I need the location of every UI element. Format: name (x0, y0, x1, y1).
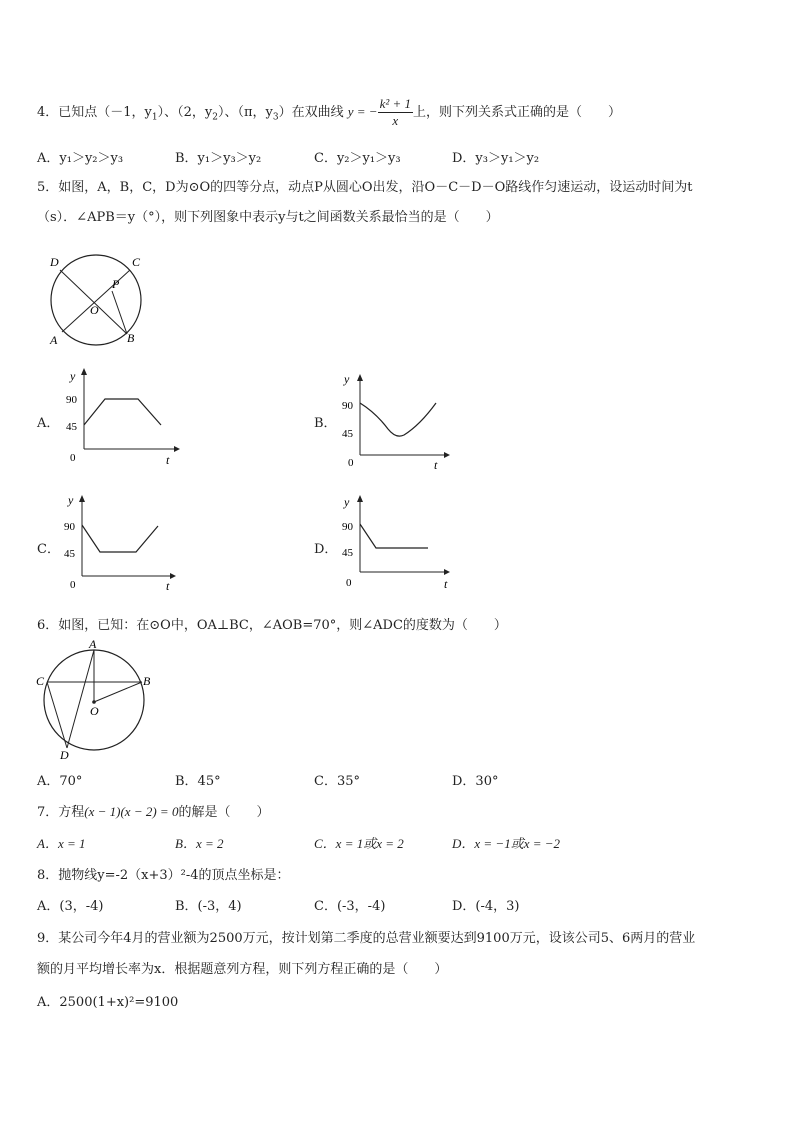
q5-graph-a (62, 365, 182, 470)
q9-option-a: A．2500(1+x)²=9100 (37, 995, 179, 1010)
q4-equation: y = − (347, 104, 378, 119)
label-b: B (127, 331, 135, 345)
y-axis-arrow (79, 495, 85, 502)
q6-circle-figure (34, 637, 164, 762)
graph-curve (84, 399, 161, 425)
segment-cd (47, 682, 67, 748)
q5-stem-line2: （s）．∠APB＝y（°），则下列图象中表示y与t之间函数关系最恰当的是（ ） (37, 210, 499, 225)
origin-label: 0 (348, 457, 354, 469)
q5-option-b-label: B． (314, 416, 337, 431)
segment-pb (112, 291, 127, 334)
q7-stem (37, 801, 269, 820)
tick-45: 45 (66, 421, 77, 433)
label-c: C (132, 255, 141, 269)
q6-stem: 6．如图，已知：在⊙O中，OA⊥BC，∠AOB=70°，则∠ADC的度数为（ ） (37, 618, 507, 633)
y-label: y (68, 493, 74, 507)
x-axis-arrow (444, 452, 450, 458)
q4-stem-part: 4．已知点（－1，y (37, 105, 152, 120)
q4-stem (37, 96, 621, 129)
q7-equation: (x − 1)(x − 2) = 0 (84, 804, 179, 819)
y-label: y (70, 369, 76, 383)
graph-curve (360, 524, 428, 548)
label-p: P (112, 277, 120, 291)
q8-option-d: D．(-4，3) (452, 899, 520, 914)
tick-90: 90 (64, 521, 75, 533)
q5-option-c-label: C． (37, 542, 60, 557)
t-label: t (434, 458, 438, 470)
label-o: O (90, 303, 99, 317)
label-d: D (60, 748, 69, 762)
q7-option-a: A．x = 1 (37, 836, 86, 851)
q4-stem-part: ）在双曲线 (278, 105, 344, 120)
q4-fraction (378, 96, 413, 129)
q4-stem-part: 上，则下列关系式正确的是（ ） (413, 105, 622, 120)
q5-stem-line1: 5．如图，A，B，C，D为⊙O的四等分点，动点P从圆心O出发，沿O－C－D－O路线作匀速运动，设运动时间为t (37, 180, 693, 195)
origin-label: 0 (70, 452, 76, 464)
segment-ad (67, 650, 94, 748)
q5-graph-b (338, 365, 458, 470)
q5-option-d-label: D． (314, 542, 338, 557)
x-axis-arrow (174, 446, 180, 452)
q8-stem: 8．抛物线y=-2（x+3）²-4的顶点坐标是： (37, 868, 290, 883)
q4-option-a: A．y₁＞y₂＞y₃ (37, 151, 124, 166)
tick-90: 90 (342, 400, 353, 412)
label-a: A (89, 637, 97, 651)
q7-stem-prefix: 7．方程 (37, 805, 85, 820)
q6-option-a: A．70° (37, 774, 83, 789)
segment-ob (94, 682, 142, 702)
q4-sub: 1 (151, 112, 158, 123)
q6-option-c: C．35° (314, 774, 360, 789)
chord-ca (62, 270, 130, 332)
label-b: B (143, 674, 151, 688)
q4-option-d: D．y₃＞y₁＞y₂ (452, 151, 540, 166)
q4-option-b: B．y₁＞y₃＞y₂ (175, 151, 262, 166)
q8-option-c: C．(-3，-4) (314, 899, 386, 914)
q7-option-b: B．x = 2 (175, 836, 224, 851)
q4-sub: 3 (272, 112, 279, 123)
t-label: t (166, 453, 170, 467)
tick-90: 90 (342, 521, 353, 533)
q4-sub: 2 (212, 112, 218, 123)
q7-option-d: D．x = −1或x = −2 (452, 836, 561, 851)
y-label: y (344, 495, 350, 509)
y-axis-arrow (357, 374, 363, 381)
label-a: A (50, 333, 58, 347)
q4-stem-part: ）、（π，y (217, 105, 273, 120)
q6-option-d: D．30° (452, 774, 499, 789)
origin-label: 0 (346, 577, 352, 589)
tick-45: 45 (342, 547, 353, 559)
origin-label: 0 (70, 579, 76, 591)
q6-option-b: B．45° (175, 774, 221, 789)
q8-option-b: B．(-3，4) (175, 899, 242, 914)
q7-stem-suffix: 的解是（ ） (178, 805, 270, 820)
label-d: D (50, 255, 59, 269)
tick-45: 45 (342, 428, 353, 440)
y-axis-arrow (81, 368, 87, 375)
q5-option-a-label: A． (37, 416, 60, 431)
q5-graph-c (62, 490, 182, 595)
q5-circle-figure (40, 250, 150, 350)
label-c: C (36, 674, 45, 688)
q8-option-a: A．(3，-4) (37, 899, 104, 914)
x-axis-arrow (170, 573, 176, 579)
t-label: t (444, 577, 448, 591)
q4-frac-numerator: k² + 1 (379, 96, 412, 111)
tick-45: 45 (64, 548, 75, 560)
graph-curve (360, 403, 436, 436)
q7-option-c: C．x = 1或x = 2 (314, 836, 404, 851)
y-axis-arrow (357, 495, 363, 502)
q9-stem-line1: 9．某公司今年4月的营业额为2500万元，按计划第二季度的总营业额要达到9100万元，设该公司5、6两月的营业 (37, 931, 696, 946)
y-label: y (344, 372, 350, 386)
t-label: t (166, 579, 170, 593)
q4-stem-part: ）、（2，y (157, 105, 213, 120)
tick-90: 90 (66, 394, 77, 406)
q9-stem-line2: 额的月平均增长率为x．根据题意列方程，则下列方程正确的是（ ） (37, 962, 448, 977)
q4-option-c: C．y₂＞y₁＞y₃ (314, 151, 401, 166)
label-o: O (90, 704, 99, 718)
q5-graph-d (338, 490, 458, 595)
q4-frac-denominator: x (392, 113, 399, 128)
x-axis-arrow (444, 569, 450, 575)
graph-curve (82, 525, 158, 552)
